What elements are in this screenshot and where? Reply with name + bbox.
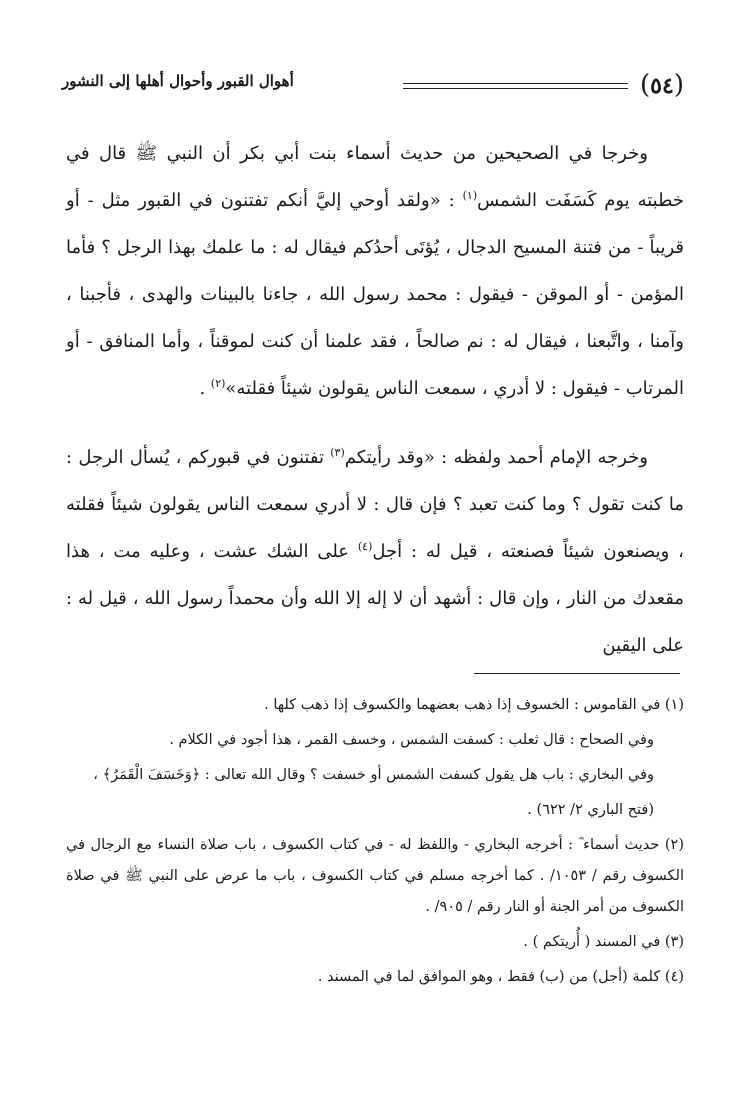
footnote-4: (٤) كلمة (أجل) من (ب) فقط ، وهو الموافق لما في المسند .	[317, 969, 684, 985]
main-text	[66, 130, 684, 669]
footnote-3: (٣) في المسند ( أُريتكم ) .	[523, 934, 684, 950]
footnote-1: (١) في القاموس : الخسوف إذا ذهب بعضهما والكسوف إذا ذهب كلها .	[264, 697, 684, 713]
page-header	[62, 68, 686, 108]
footnote-separator	[474, 673, 680, 674]
footnote-ref-4[interactable]: (٤)	[357, 540, 373, 553]
paragraph-2: وخرجه الإمام أحمد ولفظه : «وقد رأيتكم$^{(٣)}$ تفتنون في قبوركم ، يُسأل الرجل : ما كنت تقول ؟ وما كنت تعبد ؟ فإن قال : لا أدري سمعت الناس يقولون شيئاً فقلته ، ويصنعون شيئاً فصنعته ، قيل له : أجل$^{(٤)}$ على الشك عشت ، وعليه مت ، هذا مقعدك من النار ، وإن قال : أشهد أن لا إله إلا الله وأن محمداً رسول الله ، قيل له : على اليقين	[66, 446, 684, 656]
running-title: أهوال القبور وأحوال أهلها إلى النشور	[62, 72, 294, 90]
header-rule	[403, 83, 628, 89]
footnote-2: (٢) حديث أسماء ؓ : أخرجه البخاري - واللفظ له - في كتاب الكسوف ، باب صلاة النساء مع الرجال في الكسوف رقم / ١٠٥٣/ . كما أخرجه مسلم في كتاب الكسوف ، باب ما عرض على النبي ﷺ في صلاة الكسوف من أمر الجنة أو النار رقم / ٩٠٥/ .	[66, 837, 684, 915]
page-number: (٥٤)	[640, 70, 684, 100]
footnote-ref-1[interactable]: (١)	[462, 189, 478, 202]
paragraph-1: وخرجا في الصحيحين من حديث أسماء بنت أبي بكر أن النبي ﷺ قال في خطبته يوم كَسَفَت الشمس$^{(١)}$ : «ولقد أوحي إليَّ أنكم تفتنون في القبور مثل - أو قريباً - من فتنة المسيح الدجال ، يُؤتَى أحدُكم فيقال له : ما علمك بهذا الرجل ؟ فأما المؤمن - أو الموقن - فيقول : محمد رسول الله ، جاءنا بالبينات والهدى ، فأجبنا ، وآمنا ، واتَّبعنا ، فيقال له : نم صالحاً ، فقد علمنا أن كنت لموقناً ، وأما المنافق - أو المرتاب - فيقول : لا أدري ، سمعت الناس يقولون شيئاً فقلته»$^{(٢)}$ .	[66, 143, 684, 399]
footnotes	[66, 690, 684, 997]
footnote-1-bukhari: وفي البخاري : باب هل يقول كسفت الشمس أو خسفت ؟ وقال الله تعالى : ﴿وَخَسَفَ الْقَمَرُ﴾ ،	[93, 767, 654, 783]
footnote-ref-3[interactable]: (٣)	[330, 446, 345, 459]
footnote-ref-2[interactable]: (٢)	[210, 377, 226, 390]
footnote-1-fath: (فتح الباري ٢/ ٦٢٢) .	[527, 802, 654, 818]
footnote-1-sahah: وفي الصحاح : قال ثعلب : كسفت الشمس ، وخسف القمر ، هذا أجود في الكلام .	[169, 732, 654, 748]
